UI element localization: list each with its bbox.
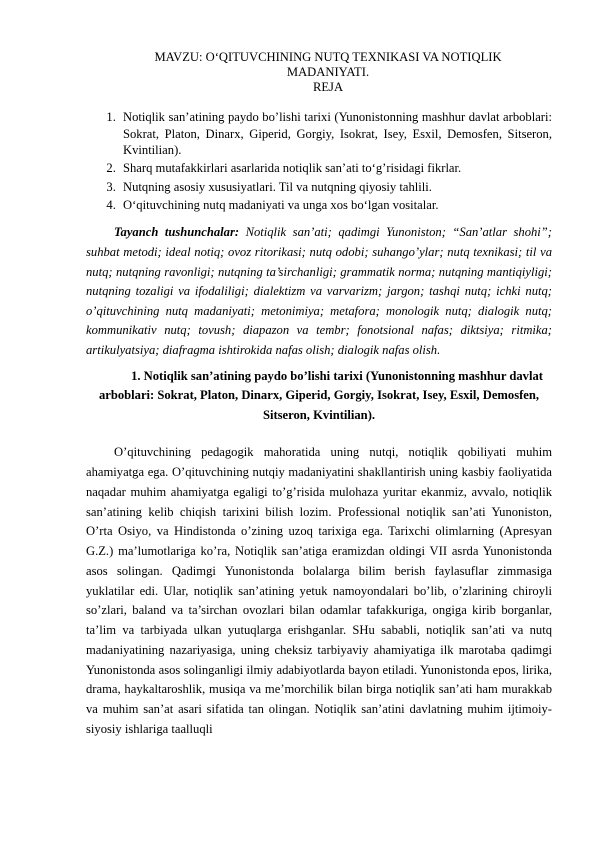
plan-item: 4. O‘qituvchining nutq madaniyati va unga xos bo‘lgan vositalar. <box>119 197 552 214</box>
key-terms-paragraph <box>86 223 552 360</box>
title-line-1: MAVZU: O‘QITUVCHINING NUTQ TEXNIKASI VA NOTIQLIK <box>154 50 502 64</box>
page-title <box>86 50 552 95</box>
plan-item: 3. Nutqning asosiy xususiyatlari. Til va nutqning qiyosiy tahlili. <box>119 179 552 196</box>
plan-heading: REJA <box>312 80 344 94</box>
key-terms-text: Notiqlik san’ati; qadimgi Yunoniston; “San’atlar shohi”; suhbat metodi; ideal notiq; ovoz ritorikasi; nutq odobi; suhango’ylar; nutq texnikasi; til va nutq; nutqning ravonligi; nutqning ta’sirchanligi; grammatik norma; nutqning mantiqiyligi; nutqning tozaligi va ifodaliligi; dialektizm va varvarizm; jargon; tashqi nutq; ichki nutq; o’qituvchining nutq madaniyati; metonimiya; metafora; monologik nutq; dialogik nutq; kommunikativ nutq; tovush; diapazon va tembr; fonotsional nafas; diktsiya; ritmika; artikulyatsiya; diafragma ishtirokida nafas olish; dialogik nafas olish. <box>86 225 553 357</box>
title-line-2: MADANIYATI. <box>286 65 370 79</box>
body-paragraph: O’qituvchining pedagogik mahoratida uning nutqi, notiqlik qobiliyati muhim ahamiyatga ega. O’qituvchining nutqiy madaniyatini shakllantirish uning kasbiy faoliyatida naqadar muhim ahamiyatga egaligi to’g’risida mulohaza yuritar ekanmiz, avvalo, notiqlik san’atining kelib chiqish tarixini bilish lozim. Professional notiqlik san’ati Yunoniston, O’rta Osiyo, va Hindistonda o’zining uzoq tarixiga ega. Tarixchi olimlarning (Apresyan G.Z.) ma’lumotlariga ko’ra, Notiqlik san’atiga eramizdan oldingi VII asrda Yunonistonda asos solingan. Qadimgi Yunonistonda bolalarga bilim berish faylasuflar zimmasiga yuklatilar edi. Ular, notiqlik san’atining yetuk namoyondalari bo’lib, o’zlarining chiroyli so’zlari, baland va ta’sirchan ovozlari bilan odamlar tafakkuriga, ongiga kirib borganlar, ta’lim va tarbiyada ulkan yutuqlarga erishganlar. SHu sababli, notiqlik san’ati va nutq madaniyatining nazariyasiga, uning cheksiz tarbiyaviy ahamiyatiga ilk marotaba qadimgi Yunonistonda asos solinganligi ilmiy adabiyotlarda bayon etiladi. Yunonistonda epos, lirika, drama, haykaltaroshlik, musiqa va me’morchilik bilan birga notiqlik san’ati ham murakkab va muhim san’at asari sifatida tan olingan. Notiqlik san’atini davlatning muhim ijtimoiy-siyosiy ishlariga taalluqli <box>86 445 552 736</box>
plan-item: 2. Sharq mutafakkirlari asarlarida notiqlik san’ati to‘g’risidagi fikrlar. <box>119 160 552 177</box>
key-terms-label: Tayanch tushunchalar: <box>114 225 240 240</box>
section-heading-text: 1. Notiqlik san’atining paydo bo’lishi tarixi (Yunonistonning mashhur davlat arboblari: Sokrat, Platon, Dinarx, Giperid, Gorgiy, Isokrat, Isey, Esxil, Demosfen, Sitseron, Kvintilian). <box>98 368 543 422</box>
section-heading <box>86 367 552 426</box>
plan-item: 1. Notiqlik san’atining paydo bo’lishi tarixi (Yunonistonning mashhur davlat arboblari: Sokrat, Platon, Dinarx, Giperid, Gorgiy, Isokrat, Isey, Esxil, Demosfen, Sitseron, Kvintilian). <box>119 109 552 159</box>
plan-list <box>86 109 552 213</box>
